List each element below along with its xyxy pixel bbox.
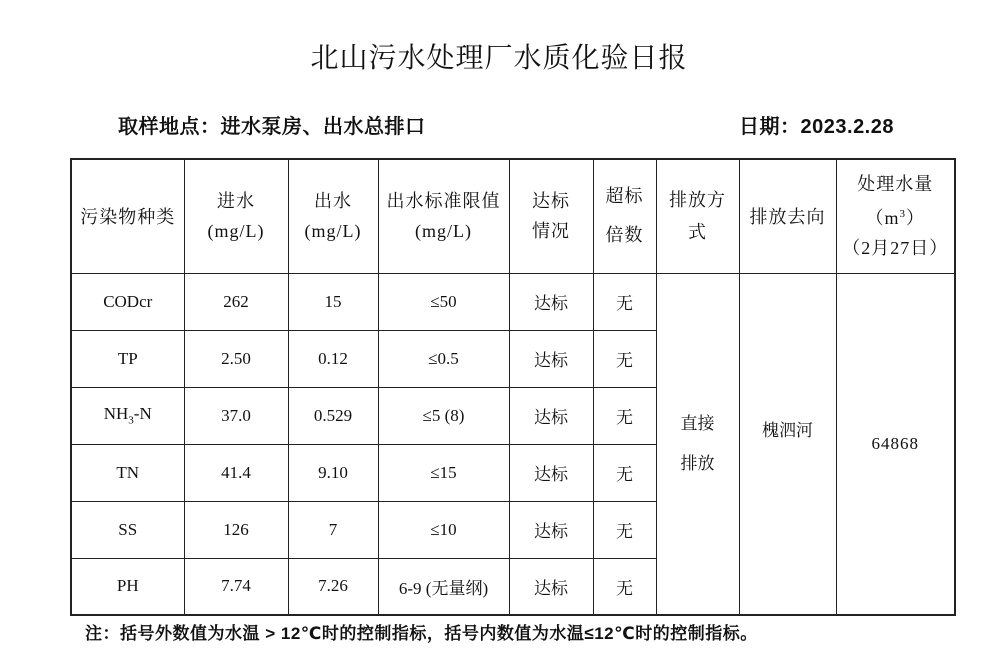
header-exceed-line2: 倍数 bbox=[605, 225, 644, 246]
header-compliance-line1: 达标 bbox=[532, 191, 570, 212]
header-discharge-method bbox=[656, 159, 739, 273]
cell-effluent: 7.26 bbox=[288, 558, 378, 615]
page-title: 北山污水处理厂水质化验日报 bbox=[310, 43, 688, 74]
cell-pollutant: SS bbox=[71, 501, 184, 558]
discharge-method-line2: 排放 bbox=[680, 453, 715, 473]
cell-pollutant: TP bbox=[71, 330, 184, 387]
cell-limit: 6-9 (无量纲) bbox=[378, 558, 509, 615]
cell-exceed: 无 bbox=[593, 444, 656, 501]
header-limit bbox=[378, 159, 509, 273]
cell-limit: ≤10 bbox=[378, 501, 509, 558]
sampling-location-label: 取样地点：进水泵房、出水总排口 bbox=[118, 116, 426, 138]
cell-exceed: 无 bbox=[593, 558, 656, 615]
header-discharge-destination: 排放去向 bbox=[739, 159, 836, 273]
cell-discharge-destination bbox=[739, 273, 836, 615]
header-influent-unit: (mg/L) bbox=[207, 221, 265, 242]
report-date-label: 日期：2023.2.28 bbox=[739, 116, 894, 138]
ammonia-subscript: 3 bbox=[128, 414, 134, 427]
header-treated-volume-date: （2月27日） bbox=[842, 238, 949, 259]
cell-influent: 37.0 bbox=[184, 387, 288, 444]
cell-pollutant: CODcr bbox=[71, 273, 184, 330]
footnote: 注：括号外数值为水温 > 12℃时的控制指标，括号内数值为水温≤12℃时的控制指标。 bbox=[85, 624, 758, 643]
cell-exceed: 无 bbox=[593, 330, 656, 387]
cell-pollutant: $NH_3-N$ bbox=[71, 387, 184, 444]
meta-row bbox=[118, 110, 894, 139]
cell-compliance: 达标 bbox=[509, 273, 593, 330]
discharge-destination-label: 槐泗河 bbox=[762, 421, 813, 441]
header-discharge-method-line1: 排放方 bbox=[669, 190, 726, 211]
cell-effluent: 0.12 bbox=[288, 330, 378, 387]
header-effluent-unit: (mg/L) bbox=[304, 221, 362, 242]
cell-influent: 2.50 bbox=[184, 330, 288, 387]
cell-influent: 7.74 bbox=[184, 558, 288, 615]
cell-exceed: 无 bbox=[593, 273, 656, 330]
cell-compliance: 达标 bbox=[509, 558, 593, 615]
cell-effluent: 7 bbox=[288, 501, 378, 558]
cell-limit: ≤15 bbox=[378, 444, 509, 501]
header-exceed bbox=[593, 159, 656, 273]
cell-effluent: 15 bbox=[288, 273, 378, 330]
header-exceed-line1: 超标 bbox=[605, 186, 644, 207]
header-effluent-label: 出水 bbox=[314, 191, 352, 212]
cell-limit: ≤50 bbox=[378, 273, 509, 330]
table-header-row bbox=[71, 159, 955, 273]
cell-influent: 126 bbox=[184, 501, 288, 558]
cell-pollutant: TN bbox=[71, 444, 184, 501]
header-compliance-line2: 情况 bbox=[532, 221, 570, 242]
water-quality-table bbox=[70, 158, 956, 616]
cell-effluent: 0.529 bbox=[288, 387, 378, 444]
header-treated-volume bbox=[836, 159, 955, 273]
cell-exceed: 无 bbox=[593, 387, 656, 444]
cell-limit: ≤0.5 bbox=[378, 330, 509, 387]
cell-pollutant: PH bbox=[71, 558, 184, 615]
header-influent-label: 进水 bbox=[217, 191, 255, 212]
cell-exceed: 无 bbox=[593, 501, 656, 558]
cell-compliance: 达标 bbox=[509, 444, 593, 501]
table-row bbox=[71, 273, 955, 330]
header-treated-volume-unit: $(m^3)$ bbox=[865, 208, 925, 229]
cell-influent: 262 bbox=[184, 273, 288, 330]
cell-compliance: 达标 bbox=[509, 501, 593, 558]
header-limit-unit: (mg/L) bbox=[415, 221, 472, 242]
cell-compliance: 达标 bbox=[509, 387, 593, 444]
cell-treated-volume: 64868 bbox=[836, 273, 955, 615]
header-influent bbox=[184, 159, 288, 273]
header-pollutant: 污染物种类 bbox=[71, 159, 184, 273]
cubic-superscript: 3 bbox=[899, 208, 906, 221]
header-limit-label: 出水标准限值 bbox=[386, 191, 501, 212]
cell-effluent: 9.10 bbox=[288, 444, 378, 501]
discharge-method-line1: 直接 bbox=[680, 413, 715, 433]
header-effluent bbox=[288, 159, 378, 273]
header-treated-volume-label: 处理水量 bbox=[857, 174, 934, 195]
cell-limit: ≤5 (8) bbox=[378, 387, 509, 444]
cell-influent: 41.4 bbox=[184, 444, 288, 501]
header-compliance bbox=[509, 159, 593, 273]
header-discharge-method-line2: 式 bbox=[688, 222, 707, 243]
cell-discharge-method bbox=[656, 273, 739, 615]
cell-compliance: 达标 bbox=[509, 330, 593, 387]
